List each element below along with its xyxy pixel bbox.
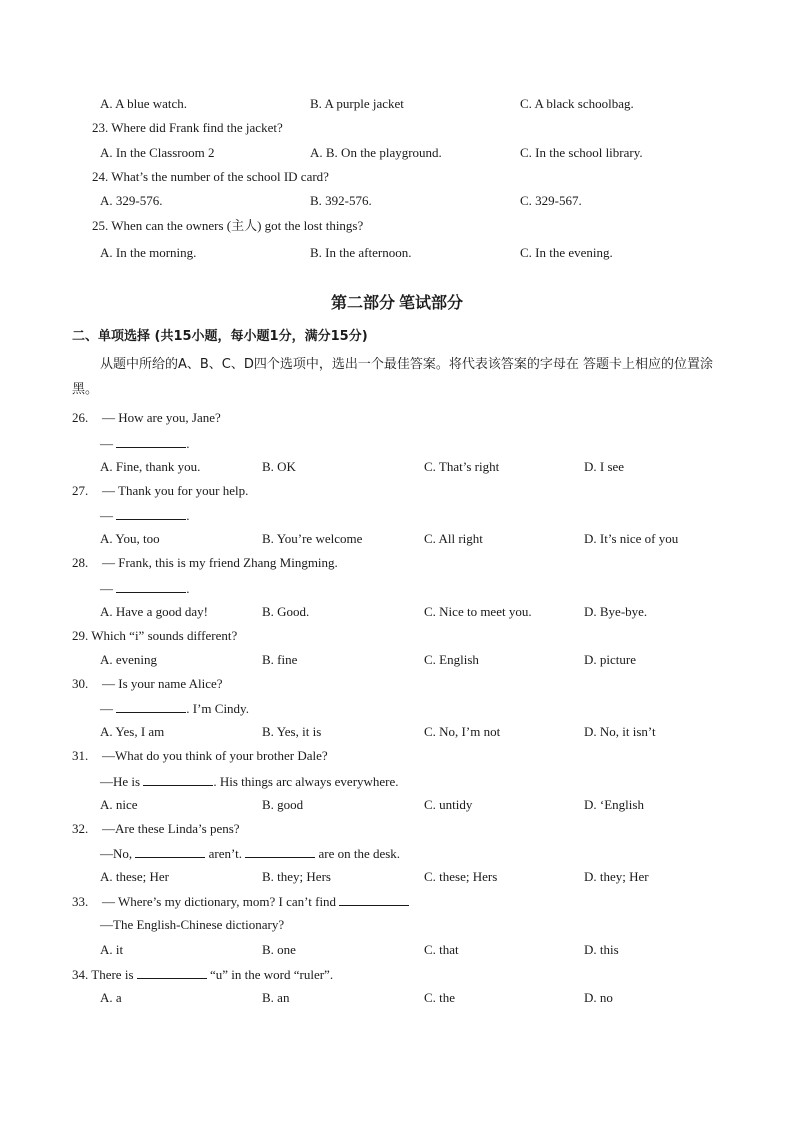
q33-line1 <box>72 893 409 910</box>
q32-line1 <box>72 821 240 837</box>
answer-prefix: —No, <box>100 846 133 861</box>
q32-option-d: D. they; Her <box>584 869 649 884</box>
q27-line1 <box>72 483 248 499</box>
q25-stem: 25. When can the owners (主人) got the lost things? <box>92 218 364 233</box>
answer-suffix: . <box>186 581 190 596</box>
q24-option-a: A. 329-576. <box>100 193 163 208</box>
q28-line1 <box>72 555 338 571</box>
q27-option-a: A. You, too <box>100 531 160 546</box>
q32-option-b: B. they; Hers <box>262 869 331 884</box>
answer-suffix: are on the desk. <box>318 846 401 861</box>
q31-option-b: B. good <box>262 797 304 812</box>
question-number: 27. <box>72 483 89 498</box>
question-text: — Is your name Alice? <box>102 676 223 691</box>
answer-blank-2[interactable] <box>245 845 315 858</box>
answer-blank[interactable] <box>116 700 186 713</box>
answer-suffix: . <box>186 508 190 523</box>
q33-option-b: B. one <box>262 942 296 957</box>
q30-option-a: A. Yes, I am <box>100 724 165 739</box>
question-text: Which “i” sounds different? <box>91 628 238 643</box>
q32-line2 <box>100 845 400 862</box>
q33-option-c: C. that <box>424 942 459 957</box>
question-number: 31. <box>72 748 89 763</box>
question-text: —What do you think of your brother Dale? <box>102 748 328 763</box>
answer-middle: aren’t. <box>208 846 242 861</box>
q27-option-c: C. All right <box>424 531 483 546</box>
answer-suffix: . I’m Cindy. <box>186 701 249 716</box>
question-text: — Frank, this is my friend Zhang Mingming. <box>102 555 338 570</box>
question-number: 28. <box>72 555 89 570</box>
question-number: 32. <box>72 821 89 836</box>
answer-blank-1[interactable] <box>135 845 205 858</box>
q31-line1 <box>72 748 328 764</box>
q30-option-b: B. Yes, it is <box>262 724 322 739</box>
q29-option-a: A. evening <box>100 652 158 667</box>
q34-option-c: C. the <box>424 990 456 1005</box>
q25-option-a: A. In the morning. <box>100 245 197 260</box>
q34-line1 <box>72 966 333 983</box>
answer-dash: — <box>100 701 113 716</box>
answer-suffix: . <box>186 436 190 451</box>
q31-option-d: D. ‘English <box>584 797 644 812</box>
part2-title: 第二部分 笔试部分 <box>330 295 463 312</box>
q28-option-c: C. Nice to meet you. <box>424 604 532 619</box>
q28-option-b: B. Good. <box>262 604 310 619</box>
q31-line2 <box>100 773 399 790</box>
q30-line1 <box>72 676 223 692</box>
question-number: 34. <box>72 967 89 982</box>
q26-line1 <box>72 410 221 426</box>
q33-option-d: D. this <box>584 942 619 957</box>
q29-option-d: D. picture <box>584 652 636 667</box>
question-number: 33. <box>72 894 89 909</box>
question-text: — Where’s my dictionary, mom? I can’t find <box>102 894 337 909</box>
answer-dash: — <box>100 581 113 596</box>
q26-option-a: A. Fine, thank you. <box>100 459 201 474</box>
answer-blank[interactable] <box>116 580 186 593</box>
q30-option-d: D. No, it isn’t <box>584 724 656 739</box>
answer-suffix: . His things arc always everywhere. <box>213 774 399 789</box>
q34-option-d: D. no <box>584 990 613 1005</box>
question-text: — How are you, Jane? <box>102 410 221 425</box>
answer-dash: — <box>100 508 113 523</box>
q29-line1 <box>72 628 237 644</box>
q28-option-d: D. Bye-bye. <box>584 604 648 619</box>
q26-option-b: B. OK <box>262 459 296 474</box>
q29-option-b: B. fine <box>262 652 298 667</box>
q29-option-c: C. English <box>424 652 479 667</box>
q24-stem: 24. What’s the number of the school ID card? <box>92 169 329 184</box>
question-text-pre: There is <box>91 967 134 982</box>
answer-blank[interactable] <box>339 893 409 906</box>
q27-option-b: B. You’re welcome <box>262 531 363 546</box>
answer-dash: — <box>100 436 113 451</box>
q34-option-b: B. an <box>262 990 290 1005</box>
q27-option-d: D. It’s nice of you <box>584 531 679 546</box>
answer-prefix: —He is <box>100 774 141 789</box>
q26-option-d: D. I see <box>584 459 625 474</box>
q23-stem: 23. Where did Frank find the jacket? <box>92 120 283 135</box>
question-number: 30. <box>72 676 89 691</box>
q22-option-b: B. A purple jacket <box>310 96 404 111</box>
q23-option-c: C. In the school library. <box>520 145 643 160</box>
question-text: — Thank you for your help. <box>102 483 249 498</box>
q33-option-a: A. it <box>100 942 124 957</box>
q26-option-c: C. That’s right <box>424 459 500 474</box>
q23-option-b: A. B. On the playground. <box>310 145 442 160</box>
q27-line2 <box>100 507 190 524</box>
q28-line2 <box>100 580 190 597</box>
question-text-post: “u” in the word “ruler”. <box>210 967 334 982</box>
q24-option-b: B. 392-576. <box>310 193 372 208</box>
answer-blank[interactable] <box>116 507 186 520</box>
q34-option-a: A. a <box>100 990 122 1005</box>
question-number: 26. <box>72 410 89 425</box>
q33-line2: —The English-Chinese dictionary? <box>100 917 285 932</box>
question-number: 29. <box>72 628 89 643</box>
section-title: 二、单项选择 (共15小题，每小题1分，满分15分) <box>72 329 368 344</box>
q25-option-b: B. In the afternoon. <box>310 245 412 260</box>
q31-option-c: C. untidy <box>424 797 473 812</box>
q28-option-a: A. Have a good day! <box>100 604 208 619</box>
q30-line2 <box>100 700 249 717</box>
question-text: —Are these Linda’s pens? <box>102 821 240 836</box>
q26-line2 <box>100 435 190 452</box>
section-instructions: 从题中所给的A、B、C、D四个选项中，选出一个最佳答案。将代表该答案的字母在 答题卡上相应的位置涂黑。 <box>72 357 714 397</box>
answer-blank[interactable] <box>143 773 213 786</box>
answer-blank[interactable] <box>116 435 186 448</box>
q22-option-c: C. A black schoolbag. <box>520 96 634 111</box>
q32-option-a: A. these; Her <box>100 869 169 884</box>
q30-option-c: C. No, I’m not <box>424 724 501 739</box>
q25-option-c: C. In the evening. <box>520 245 613 260</box>
q31-option-a: A. nice <box>100 797 138 812</box>
answer-blank[interactable] <box>137 966 207 979</box>
q23-option-a: A. In the Classroom 2 <box>100 145 215 160</box>
q32-option-c: C. these; Hers <box>424 869 498 884</box>
q22-option-a: A. A blue watch. <box>100 96 188 111</box>
q24-option-c: C. 329-567. <box>520 193 582 208</box>
